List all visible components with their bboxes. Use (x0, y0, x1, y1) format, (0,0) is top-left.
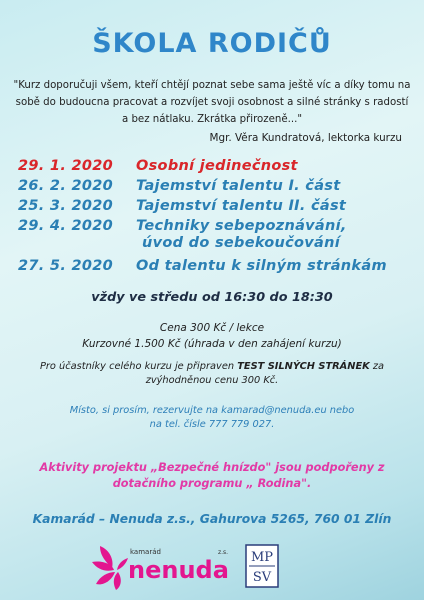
offer-info (18, 360, 406, 388)
project-line: Aktivity projektu „Bezpečné hnízdo" jsou podpořeny z (39, 461, 385, 474)
quote-line: sobě do budoucna pracovat a rozvíjet svoji osobnost a silné stránky s radostí (15, 97, 409, 108)
testimonial-quote (10, 77, 414, 128)
session-topic: Tajemství talentu II. část (136, 198, 347, 214)
session-date: 29. 1. 2020 (18, 158, 114, 174)
offer-text: Pro účastníky celého kurzu je připraven (39, 361, 238, 372)
session-topic: Tajemství talentu I. část (136, 178, 341, 194)
offer-line (18, 360, 406, 374)
mpsv-top-text: MP (250, 550, 274, 565)
logo-zs-text: z.s. (218, 549, 229, 556)
quote-line: "Kurz doporučuji všem, kteří chtějí poznat sebe sama ještě víc a díky tomu na (13, 80, 411, 91)
logo-small-text: kamarád (130, 548, 161, 556)
session-row (18, 158, 418, 178)
session-row (18, 258, 418, 278)
mpsv-bottom-text: SV (252, 570, 272, 585)
session-topic: Techniky sebepoznávání, (136, 218, 347, 234)
offer-highlight: TEST SILNÝCH STRÁNEK (237, 361, 370, 372)
quote-author: Mgr. Věra Kundratová, lektorka kurzu (209, 132, 402, 144)
project-line: dotačního programu „ Rodina". (112, 477, 312, 490)
session-date: 29. 4. 2020 (18, 218, 114, 234)
session-row (18, 178, 418, 198)
price-line: Cena 300 Kč / lekce (159, 322, 265, 334)
session-topic: Od talentu k silným stránkám (136, 258, 387, 274)
session-date: 25. 3. 2020 (18, 198, 114, 214)
session-date: 26. 2. 2020 (18, 178, 114, 194)
reservation-info (18, 404, 406, 432)
project-support-info (18, 460, 406, 492)
reservation-line: na tel. čísle 777 779 027. (149, 419, 275, 430)
offer-text: za (369, 361, 385, 372)
page-title: ŠKOLA RODIČŮ (92, 28, 332, 59)
reservation-line: Místo, si prosím, rezervujte na kamarad@nenuda.eu nebo (69, 405, 355, 416)
nenuda-logo (90, 540, 230, 592)
mpsv-logo (245, 544, 279, 588)
schedule-info: vždy ve středu od 16:30 do 18:30 (91, 290, 333, 305)
price-info (0, 320, 424, 352)
offer-line: zvýhodněnou cenu 300 Kč. (145, 375, 279, 386)
quote-line: a bez nátlaku. Zkrátka přirozeně..." (121, 114, 303, 125)
session-date: 27. 5. 2020 (18, 258, 114, 274)
organization-address: Kamarád – Nenuda z.s., Gahurova 5265, 760 01 Zlín (32, 512, 392, 526)
session-row (18, 198, 418, 218)
session-topic-continued: úvod do sebekoučování (142, 235, 341, 251)
session-topic: Osobní jedinečnost (136, 158, 298, 174)
price-line: Kurzovné 1.500 Kč (úhrada v den zahájení kurzu) (82, 338, 342, 350)
logo-main-text: nenuda (128, 556, 229, 584)
